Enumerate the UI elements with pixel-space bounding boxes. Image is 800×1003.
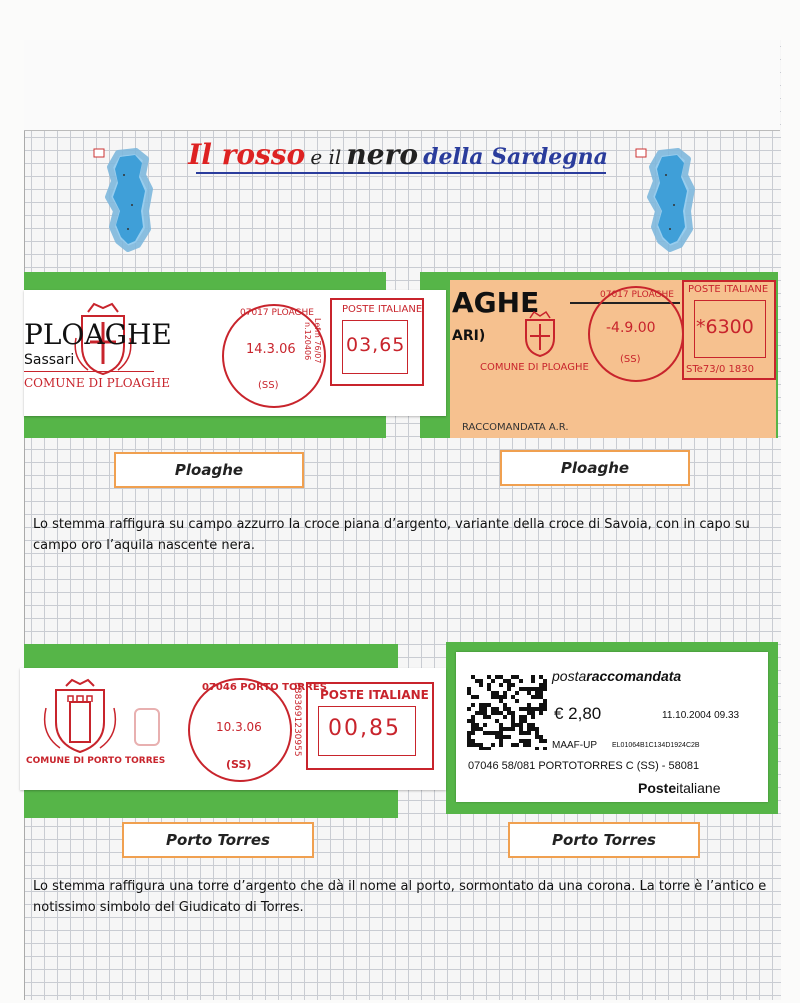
cover-ploaghe-left: PLOAGHE Sassari COMUNE DI PLOAGHE 07017 PLOAGHE 14.3.06 (SS) Lefm 76/07 n.120406 POSTE ITALIANE 03,65: [24, 290, 446, 416]
label-ploaghe-right: Ploaghe: [500, 450, 690, 486]
poste-italiane-logo: Posteitaliane: [638, 780, 721, 796]
meter-value: *6300: [696, 316, 754, 338]
cover-porto-torres-left: COMUNE DI PORTO TORRES 07046 PORTO TORRES 10.3.06 (SS) PB83691230955 POSTE ITALIANE 00,85: [20, 668, 446, 790]
description-porto-torres: Lo stemma raffigura una torre d’argento che dà il nome al porto, sormontato da una corona. La torre è l’antico e notissimo simbolo del Giudicato di Torres.: [33, 879, 767, 915]
meter-value: 00,85: [328, 716, 401, 741]
label-ploaghe-left: Ploaghe: [114, 452, 304, 488]
sardinia-map-icon: [630, 145, 710, 255]
title-underline: [196, 172, 606, 174]
meter-value: 03,65: [346, 334, 406, 356]
qr-code-icon: [466, 674, 548, 750]
description-ploaghe: Lo stemma raffigura su campo azzurro la croce piana d’argento, variante della croce di Savoia, con in capo su campo oro l’aquila nascente nera.: [33, 517, 750, 553]
sardinia-map-icon: [88, 145, 168, 255]
cover-ploaghe-right: AGHE ARI) COMUNE DI PLOAGHE 07017 PLOAGHE -4.9.00 (SS) POSTE ITALIANE *6300 STe73/0 1830 RACCOMANDATA A.R.: [450, 280, 776, 438]
label-porto-torres-left: Porto Torres: [122, 822, 314, 858]
page-title: Il rosso e il nero della Sardegna: [188, 138, 608, 171]
cover-porto-torres-right: postaraccomandata € 2,80 11.10.2004 09.33 MAAF-UP EL01064B1C134D1924C2B 07046 58/081 PORTOTORRES C (SS) - 58081 Posteitaliane: [456, 652, 768, 802]
postage-amount: € 2,80: [554, 704, 602, 723]
coat-of-arms-icon: [40, 678, 120, 754]
label-porto-torres-right: Porto Torres: [508, 822, 700, 858]
coat-of-arms-icon: [520, 310, 560, 358]
page-top-margin: [24, 40, 780, 131]
